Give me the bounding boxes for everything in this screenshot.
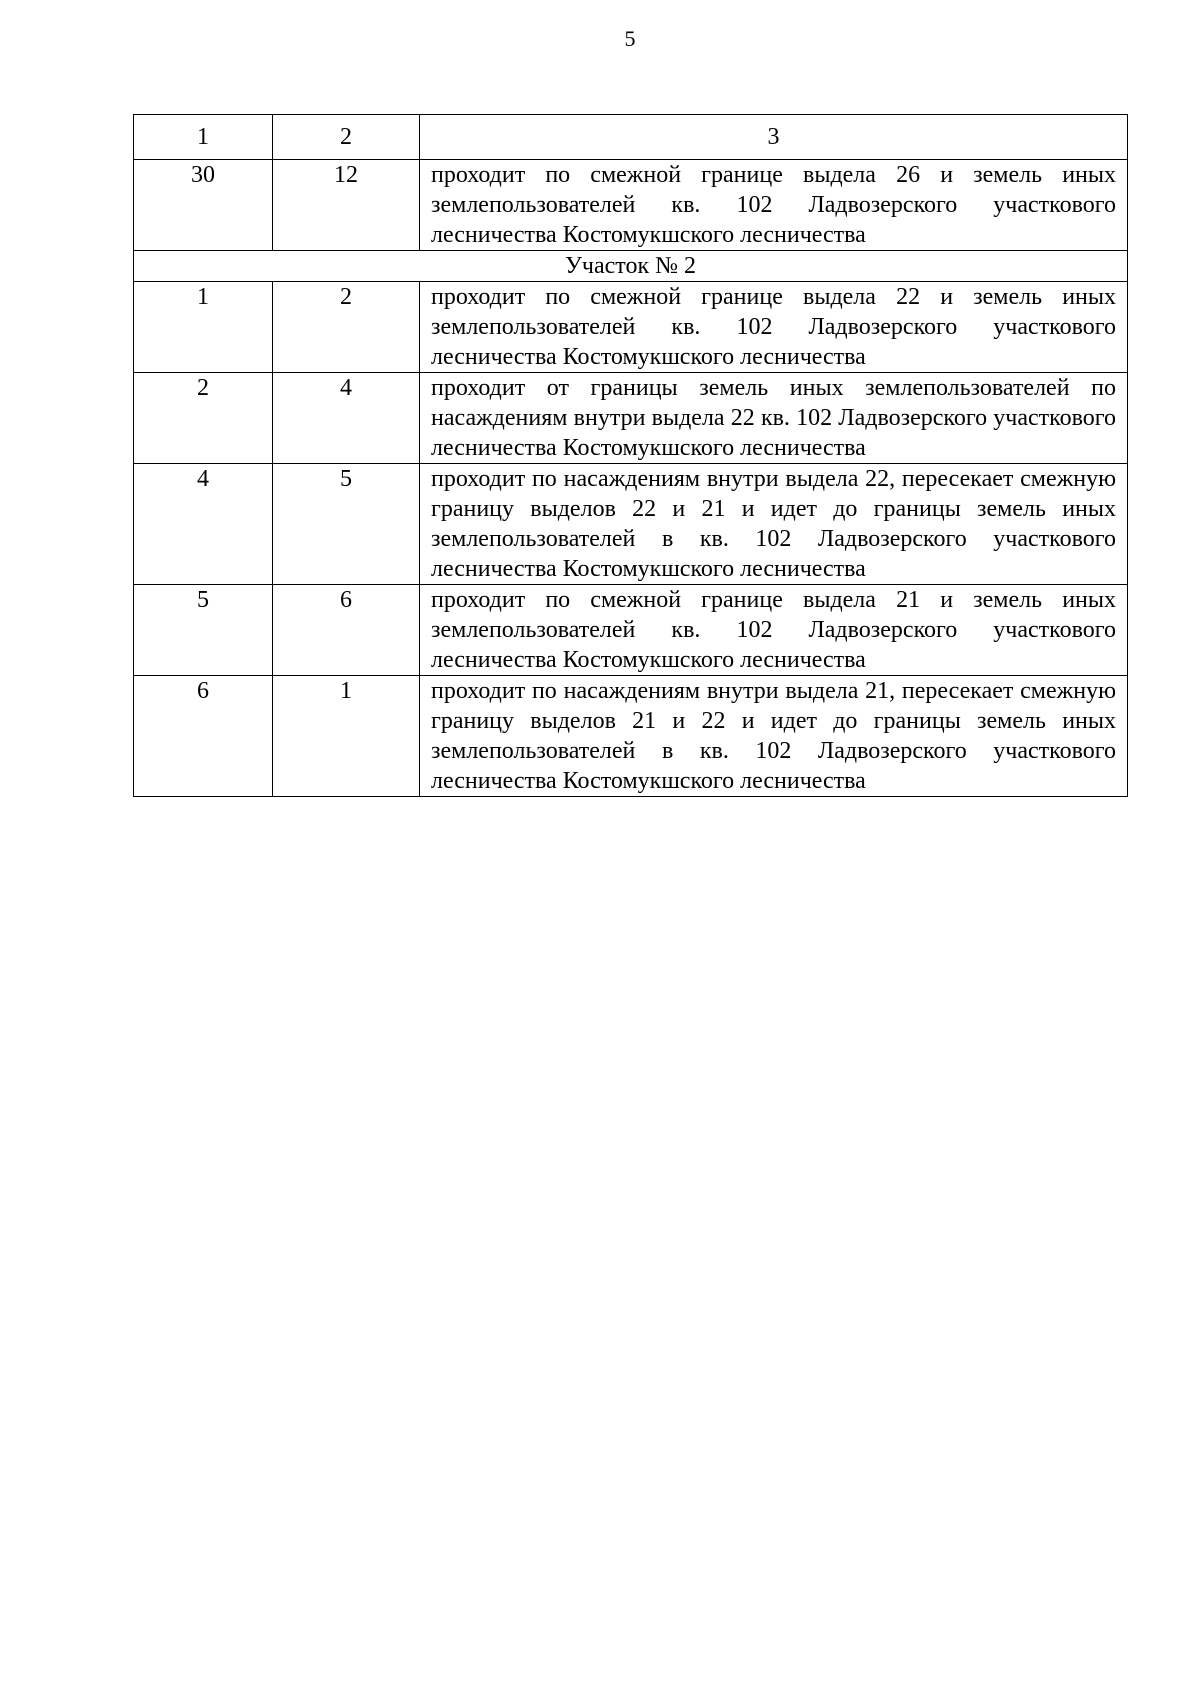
section-title: Участок № 2: [134, 251, 1128, 282]
to-point-cell: 5: [273, 464, 420, 585]
to-point-cell: 1: [273, 676, 420, 797]
from-point-cell: 30: [134, 160, 273, 251]
section-row: [134, 251, 1128, 282]
from-point-cell: 4: [134, 464, 273, 585]
from-point-cell: 1: [134, 282, 273, 373]
to-point-cell: 4: [273, 373, 420, 464]
boundary-description-table: [133, 114, 1128, 797]
description-cell: проходит по насаждениям внутри выдела 21, пересекает смежную границу выделов 21 и 22 и идет до границы земель иных землепользователей в кв. 102 Ладвозерского участкового лесничества Костомукшского лесничества: [420, 676, 1128, 797]
table-header-row: [134, 115, 1128, 160]
from-point-cell: 6: [134, 676, 273, 797]
from-point-cell: 2: [134, 373, 273, 464]
to-point-cell: 2: [273, 282, 420, 373]
from-point-cell: 5: [134, 585, 273, 676]
column-header-1: 1: [134, 115, 273, 160]
table-row: [134, 676, 1128, 797]
column-header-2: 2: [273, 115, 420, 160]
table-row: [134, 282, 1128, 373]
description-cell: проходит по смежной границе выдела 21 и земель иных землепользователей кв. 102 Ладвозерского участкового лесничества Костомукшского лесничества: [420, 585, 1128, 676]
description-cell: проходит по насаждениям внутри выдела 22, пересекает смежную границу выделов 22 и 21 и идет до границы земель иных землепользователей в кв. 102 Ладвозерского участкового лесничества Костомукшского лесничества: [420, 464, 1128, 585]
description-cell: проходит по смежной границе выдела 26 и земель иных землепользователей кв. 102 Ладвозерского участкового лесничества Костомукшского лесничества: [420, 160, 1128, 251]
to-point-cell: 12: [273, 160, 420, 251]
table-row: [134, 373, 1128, 464]
column-header-3: 3: [420, 115, 1128, 160]
table-row: [134, 160, 1128, 251]
description-cell: проходит по смежной границе выдела 22 и земель иных землепользователей кв. 102 Ладвозерского участкового лесничества Костомукшского лесничества: [420, 282, 1128, 373]
table-row: [134, 585, 1128, 676]
page-number: 5: [624, 26, 636, 51]
description-cell: проходит от границы земель иных землепользователей по насаждениям внутри выдела 22 кв. 102 Ладвозерского участкового лесничества Костомукшского лесничества: [420, 373, 1128, 464]
table-row: [134, 464, 1128, 585]
to-point-cell: 6: [273, 585, 420, 676]
